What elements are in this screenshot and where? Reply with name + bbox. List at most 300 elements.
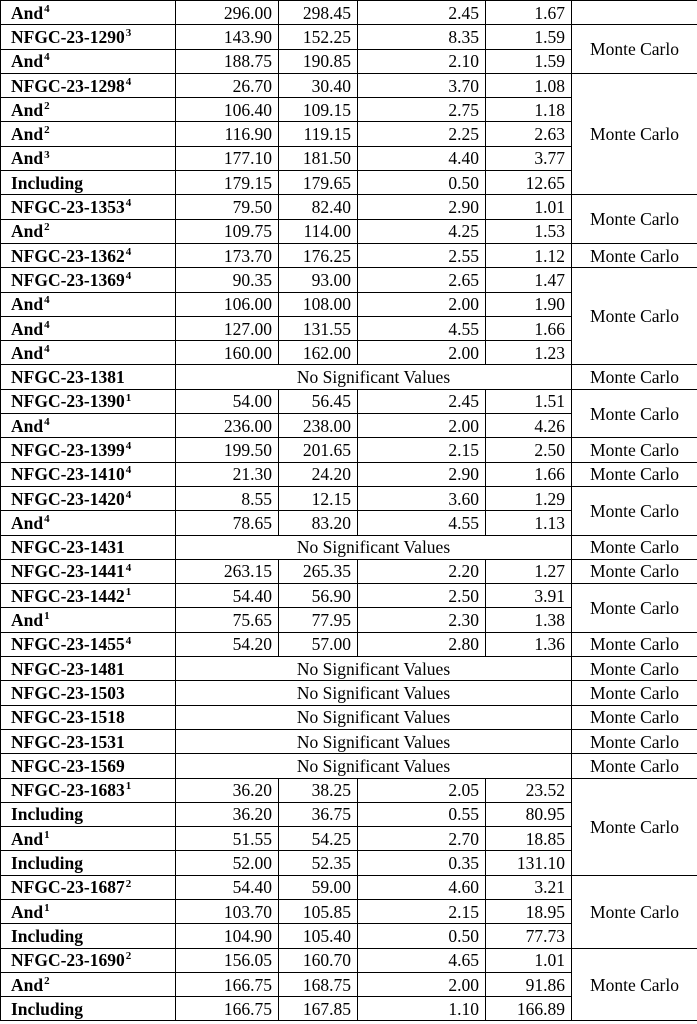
hole-id-cell [1,924,176,948]
analysis-method-cell: Monte Carlo [572,632,697,656]
interval-cell: 2.00 [358,414,486,438]
hole-id-cell [1,657,176,681]
hole-id-cell [1,851,176,875]
table-row [1,438,697,462]
analysis-method-cell: Monte Carlo [572,681,697,705]
hole-id-text: NFGC-23-1455 [11,634,125,655]
analysis-method-cell: Monte Carlo [572,559,697,583]
hole-id-text: NFGC-23-1518 [11,707,125,728]
hole-id-cell [1,389,176,413]
table-row [1,705,697,729]
from-cell: 54.40 [176,875,279,899]
grade-cell: 2.50 [486,438,572,462]
footnote-marker: 4 [44,2,50,15]
hole-id-text: NFGC-23-1410 [11,464,125,485]
hole-id-text: And [11,342,44,363]
from-cell: 106.00 [176,292,279,316]
from-cell: 90.35 [176,268,279,292]
footnote-marker: 1 [125,585,132,598]
table-row [1,25,697,49]
hole-id-cell [1,754,176,778]
grade-cell: 1.13 [486,511,572,535]
no-significant-values-cell: No Significant Values [176,681,572,705]
table-row [1,559,697,583]
hole-id-text: Including [11,172,83,193]
interval-cell: 2.00 [358,341,486,365]
hole-id-text: NFGC-23-1381 [11,367,125,388]
hole-id-cell [1,681,176,705]
footnote-marker: 1 [44,610,50,623]
to-cell: 82.40 [279,195,358,219]
to-cell: 190.85 [279,49,358,73]
to-cell: 109.15 [279,98,358,122]
interval-cell: 2.90 [358,195,486,219]
no-significant-values-cell: No Significant Values [176,729,572,753]
no-significant-values-cell: No Significant Values [176,754,572,778]
hole-id-text: Including [11,853,83,874]
interval-cell: 2.90 [358,462,486,486]
from-cell: 179.15 [176,171,279,195]
hole-id-text: NFGC-23-1362 [11,245,125,266]
interval-cell: 2.00 [358,972,486,996]
analysis-method-cell: Monte Carlo [572,754,697,778]
from-cell: 166.75 [176,972,279,996]
hole-id-cell [1,219,176,243]
hole-id-text: NFGC-23-1420 [11,488,125,509]
footnote-marker: 4 [125,488,132,501]
interval-cell: 2.15 [358,899,486,923]
interval-cell: 2.65 [358,268,486,292]
table-row [1,584,697,608]
hole-id-cell [1,462,176,486]
from-cell: 36.20 [176,778,279,802]
from-cell: 78.65 [176,511,279,535]
hole-id-cell [1,414,176,438]
hole-id-cell [1,899,176,923]
analysis-method-cell: Monte Carlo [572,486,697,535]
to-cell: 152.25 [279,25,358,49]
hole-id-cell [1,802,176,826]
footnote-marker: 4 [44,415,50,428]
hole-id-text: And [11,512,44,533]
to-cell: 119.15 [279,122,358,146]
to-cell: 265.35 [279,559,358,583]
hole-id-cell [1,486,176,510]
footnote-marker: 2 [44,974,50,987]
footnote-marker: 4 [125,197,132,210]
footnote-marker: 2 [44,221,50,234]
hole-id-text: And [11,51,44,72]
to-cell: 93.00 [279,268,358,292]
analysis-method-cell: Monte Carlo [572,195,697,244]
hole-id-cell [1,972,176,996]
hole-id-cell [1,875,176,899]
analysis-method-cell: Monte Carlo [572,73,697,194]
grade-cell: 4.26 [486,414,572,438]
hole-id-cell [1,195,176,219]
table-row [1,462,697,486]
analysis-method-cell: Monte Carlo [572,875,697,948]
grade-cell: 1.47 [486,268,572,292]
from-cell: 8.55 [176,486,279,510]
interval-cell: 4.55 [358,511,486,535]
analysis-method-cell: Monte Carlo [572,243,697,267]
grade-cell: 1.36 [486,632,572,656]
hole-id-cell [1,341,176,365]
hole-id-cell [1,948,176,972]
to-cell: 105.40 [279,924,358,948]
grade-cell: 1.18 [486,98,572,122]
from-cell: 263.15 [176,559,279,583]
grade-cell: 12.65 [486,171,572,195]
hole-id-text: NFGC-23-1353 [11,197,125,218]
hole-id-text: Including [11,925,83,946]
hole-id-text: NFGC-23-1481 [11,658,125,679]
to-cell: 162.00 [279,341,358,365]
from-cell: 54.20 [176,632,279,656]
hole-id-text: NFGC-23-1298 [11,75,125,96]
table-row [1,486,697,510]
to-cell: 167.85 [279,997,358,1021]
to-cell: 30.40 [279,73,358,97]
grade-cell: 18.85 [486,827,572,851]
no-significant-values-cell: No Significant Values [176,705,572,729]
hole-id-cell [1,438,176,462]
table-row [1,535,697,559]
to-cell: 38.25 [279,778,358,802]
no-significant-values-cell: No Significant Values [176,657,572,681]
grade-cell: 1.12 [486,243,572,267]
hole-id-text: Including [11,804,83,825]
hole-id-text: And [11,221,44,242]
interval-cell: 4.40 [358,146,486,170]
to-cell: 179.65 [279,171,358,195]
from-cell: 166.75 [176,997,279,1021]
table-row [1,875,697,899]
to-cell: 57.00 [279,632,358,656]
table-row [1,632,697,656]
footnote-marker: 4 [125,634,132,647]
from-cell: 296.00 [176,1,279,25]
hole-id-cell [1,535,176,559]
footnote-marker: 4 [44,294,50,307]
from-cell: 21.30 [176,462,279,486]
footnote-marker: 1 [44,828,50,841]
hole-id-text: And [11,610,44,631]
hole-id-text: NFGC-23-1390 [11,391,125,412]
hole-id-text: And [11,294,44,315]
table-row [1,729,697,753]
from-cell: 160.00 [176,341,279,365]
hole-id-cell [1,98,176,122]
hole-id-text: And [11,2,44,23]
hole-id-cell [1,365,176,389]
grade-cell: 1.29 [486,486,572,510]
interval-cell: 0.50 [358,171,486,195]
table-row [1,1,697,25]
from-cell: 127.00 [176,316,279,340]
interval-cell: 2.00 [358,292,486,316]
table-body [1,1,697,1021]
footnote-marker: 4 [44,342,50,355]
analysis-method-cell: Monte Carlo [572,535,697,559]
table-row [1,73,697,97]
to-cell: 52.35 [279,851,358,875]
from-cell: 51.55 [176,827,279,851]
hole-id-cell [1,122,176,146]
hole-id-cell [1,559,176,583]
grade-cell: 1.59 [486,25,572,49]
grade-cell: 1.27 [486,559,572,583]
hole-id-text: And [11,974,44,995]
footnote-marker: 4 [44,318,50,331]
to-cell: 160.70 [279,948,358,972]
hole-id-cell [1,997,176,1021]
interval-cell: 2.45 [358,1,486,25]
hole-id-cell [1,608,176,632]
table-row [1,657,697,681]
hole-id-text: And [11,124,44,145]
interval-cell: 4.65 [358,948,486,972]
to-cell: 238.00 [279,414,358,438]
to-cell: 36.75 [279,802,358,826]
grade-cell: 2.63 [486,122,572,146]
interval-cell: 0.50 [358,924,486,948]
table-row [1,365,697,389]
hole-id-cell [1,25,176,49]
to-cell: 24.20 [279,462,358,486]
from-cell: 156.05 [176,948,279,972]
from-cell: 177.10 [176,146,279,170]
grade-cell: 3.91 [486,584,572,608]
from-cell: 26.70 [176,73,279,97]
grade-cell: 1.66 [486,462,572,486]
interval-cell: 8.35 [358,25,486,49]
analysis-method-cell: Monte Carlo [572,584,697,633]
hole-id-cell [1,268,176,292]
hole-id-cell [1,1,176,25]
grade-cell: 1.23 [486,341,572,365]
interval-cell: 2.75 [358,98,486,122]
footnote-marker: 4 [125,464,132,477]
interval-cell: 2.50 [358,584,486,608]
interval-cell: 2.45 [358,389,486,413]
interval-cell: 2.20 [358,559,486,583]
hole-id-cell [1,705,176,729]
analysis-method-cell: Monte Carlo [572,389,697,438]
to-cell: 201.65 [279,438,358,462]
grade-cell: 1.66 [486,316,572,340]
analysis-method-cell: Monte Carlo [572,948,697,1021]
from-cell: 106.40 [176,98,279,122]
grade-cell: 166.89 [486,997,572,1021]
hole-id-text: NFGC-23-1442 [11,585,125,606]
to-cell: 168.75 [279,972,358,996]
interval-cell: 1.10 [358,997,486,1021]
footnote-marker: 2 [125,950,132,963]
to-cell: 114.00 [279,219,358,243]
to-cell: 59.00 [279,875,358,899]
footnote-marker: 4 [125,561,132,574]
hole-id-text: Including [11,998,83,1019]
table-row [1,389,697,413]
hole-id-cell [1,171,176,195]
to-cell: 181.50 [279,146,358,170]
from-cell: 143.90 [176,25,279,49]
analysis-method-cell [572,1,697,25]
hole-id-text: NFGC-23-1290 [11,26,125,47]
grade-cell: 1.08 [486,73,572,97]
hole-id-text: NFGC-23-1690 [11,950,125,971]
analysis-method-cell: Monte Carlo [572,268,697,365]
hole-id-text: NFGC-23-1369 [11,269,125,290]
hole-id-cell [1,778,176,802]
grade-cell: 3.21 [486,875,572,899]
grade-cell: 1.01 [486,948,572,972]
table-row [1,268,697,292]
interval-cell: 2.70 [358,827,486,851]
hole-id-cell [1,729,176,753]
from-cell: 104.90 [176,924,279,948]
from-cell: 109.75 [176,219,279,243]
analysis-method-cell: Monte Carlo [572,462,697,486]
to-cell: 298.45 [279,1,358,25]
interval-cell: 2.30 [358,608,486,632]
from-cell: 36.20 [176,802,279,826]
interval-cell: 0.35 [358,851,486,875]
hole-id-text: And [11,901,44,922]
hole-id-cell [1,584,176,608]
to-cell: 56.45 [279,389,358,413]
hole-id-cell [1,632,176,656]
analysis-method-cell: Monte Carlo [572,729,697,753]
interval-cell: 2.15 [358,438,486,462]
hole-id-cell [1,73,176,97]
grade-cell: 1.01 [486,195,572,219]
to-cell: 176.25 [279,243,358,267]
analysis-method-cell: Monte Carlo [572,365,697,389]
hole-id-text: NFGC-23-1399 [11,439,125,460]
table-row [1,754,697,778]
analysis-method-cell: Monte Carlo [572,657,697,681]
grade-cell: 1.59 [486,49,572,73]
grade-cell: 18.95 [486,899,572,923]
table-row [1,243,697,267]
grade-cell: 1.51 [486,389,572,413]
grade-cell: 23.52 [486,778,572,802]
hole-id-cell [1,316,176,340]
to-cell: 77.95 [279,608,358,632]
interval-cell: 2.55 [358,243,486,267]
hole-id-text: And [11,148,44,169]
footnote-marker: 4 [44,513,50,526]
hole-id-text: NFGC-23-1569 [11,755,125,776]
interval-cell: 4.60 [358,875,486,899]
from-cell: 173.70 [176,243,279,267]
to-cell: 105.85 [279,899,358,923]
hole-id-text: And [11,415,44,436]
table-row [1,681,697,705]
grade-cell: 1.90 [486,292,572,316]
from-cell: 79.50 [176,195,279,219]
hole-id-text: NFGC-23-1431 [11,537,125,558]
footnote-marker: 1 [125,391,132,404]
from-cell: 116.90 [176,122,279,146]
from-cell: 188.75 [176,49,279,73]
hole-id-cell [1,49,176,73]
analysis-method-cell: Monte Carlo [572,705,697,729]
hole-id-text: And [11,828,44,849]
no-significant-values-cell: No Significant Values [176,365,572,389]
interval-cell: 2.80 [358,632,486,656]
to-cell: 131.55 [279,316,358,340]
table-row [1,778,697,802]
footnote-marker: 2 [44,100,50,112]
to-cell: 12.15 [279,486,358,510]
hole-id-text: NFGC-23-1683 [11,780,125,801]
no-significant-values-cell: No Significant Values [176,535,572,559]
hole-id-cell [1,827,176,851]
from-cell: 103.70 [176,899,279,923]
analysis-method-cell: Monte Carlo [572,438,697,462]
interval-cell: 3.60 [358,486,486,510]
footnote-marker: 3 [44,148,50,161]
from-cell: 52.00 [176,851,279,875]
hole-id-text: And [11,318,44,339]
interval-cell: 3.70 [358,73,486,97]
interval-cell: 2.05 [358,778,486,802]
hole-id-text: And [11,99,44,120]
hole-id-text: NFGC-23-1441 [11,561,125,582]
hole-id-text: NFGC-23-1531 [11,731,125,752]
from-cell: 75.65 [176,608,279,632]
hole-id-cell [1,292,176,316]
from-cell: 199.50 [176,438,279,462]
analysis-method-cell: Monte Carlo [572,778,697,875]
grade-cell: 1.38 [486,608,572,632]
hole-id-cell [1,511,176,535]
analysis-method-cell: Monte Carlo [572,25,697,74]
grade-cell: 3.77 [486,146,572,170]
interval-cell: 2.10 [358,49,486,73]
to-cell: 54.25 [279,827,358,851]
grade-cell: 1.67 [486,1,572,25]
hole-id-text: NFGC-23-1687 [11,877,125,898]
from-cell: 236.00 [176,414,279,438]
to-cell: 56.90 [279,584,358,608]
table-row [1,948,697,972]
footnote-marker: 1 [44,901,50,914]
to-cell: 83.20 [279,511,358,535]
hole-id-cell [1,243,176,267]
grade-cell: 91.86 [486,972,572,996]
footnote-marker: 4 [125,440,132,453]
grade-cell: 77.73 [486,924,572,948]
grade-cell: 131.10 [486,851,572,875]
from-cell: 54.40 [176,584,279,608]
footnote-marker: 2 [44,124,50,137]
interval-cell: 0.55 [358,802,486,826]
to-cell: 108.00 [279,292,358,316]
footnote-marker: 2 [125,877,132,890]
interval-cell: 2.25 [358,122,486,146]
grade-cell: 1.53 [486,219,572,243]
grade-cell: 80.95 [486,802,572,826]
from-cell: 54.00 [176,389,279,413]
footnote-marker: 3 [125,27,132,40]
interval-cell: 4.25 [358,219,486,243]
hole-id-cell [1,146,176,170]
